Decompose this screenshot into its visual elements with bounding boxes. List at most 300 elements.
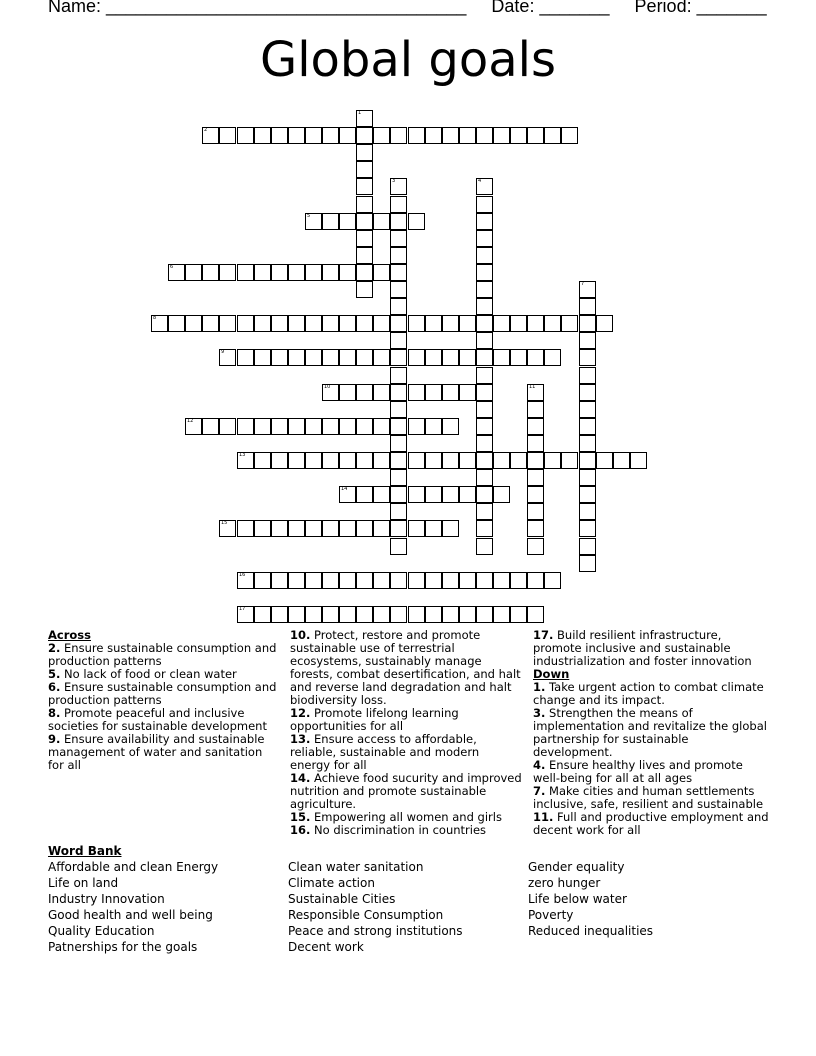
grid-cell[interactable]	[476, 384, 493, 401]
grid-cell[interactable]	[202, 264, 219, 281]
grid-cell[interactable]	[527, 384, 544, 401]
grid-cell[interactable]	[527, 503, 544, 520]
grid-cell[interactable]	[425, 572, 442, 589]
grid-cell[interactable]	[322, 213, 339, 230]
grid-cell[interactable]	[527, 572, 544, 589]
grid-cell[interactable]	[305, 606, 322, 623]
grid-cell[interactable]	[476, 486, 493, 503]
grid-cell[interactable]	[305, 264, 322, 281]
grid-cell[interactable]	[305, 418, 322, 435]
grid-cell[interactable]	[459, 315, 476, 332]
grid-cell[interactable]	[493, 315, 510, 332]
grid-cell[interactable]	[476, 298, 493, 315]
grid-cell[interactable]	[425, 127, 442, 144]
word-bank-item: Sustainable Cities	[288, 892, 396, 906]
grid-cell[interactable]	[271, 606, 288, 623]
grid-cell[interactable]	[288, 606, 305, 623]
grid-cell[interactable]	[476, 418, 493, 435]
grid-cell[interactable]	[544, 572, 561, 589]
grid-cell[interactable]	[237, 452, 254, 469]
grid-cell[interactable]	[339, 213, 356, 230]
clue-down-1: 1. Take urgent action to combat climate change and its impact.	[533, 680, 764, 707]
grid-cell[interactable]	[185, 418, 202, 435]
grid-cell[interactable]	[390, 315, 407, 332]
grid-cell[interactable]	[408, 349, 425, 366]
clue-down-4: 4. Ensure healthy lives and promote well-being for all at all ages	[533, 758, 743, 785]
grid-cell[interactable]	[356, 230, 373, 247]
grid-cell[interactable]	[322, 384, 339, 401]
grid-cell[interactable]	[425, 520, 442, 537]
date-field[interactable]: Date: _______	[491, 0, 610, 16]
clue-across-9: 9. Ensure availability and sustainable management of water and sanitation for all	[48, 732, 265, 772]
period-field[interactable]: Period: _______	[634, 0, 767, 16]
grid-cell[interactable]	[527, 538, 544, 555]
word-bank-item: Peace and strong institutions	[288, 924, 463, 938]
grid-cell[interactable]	[356, 178, 373, 195]
grid-cell[interactable]	[442, 486, 459, 503]
grid-cell[interactable]	[288, 264, 305, 281]
clue-across-5: 5. No lack of food or clean water	[48, 667, 237, 681]
grid-cell[interactable]	[237, 520, 254, 537]
grid-cell[interactable]	[373, 606, 390, 623]
grid-cell[interactable]	[544, 315, 561, 332]
grid-cell[interactable]	[356, 161, 373, 178]
grid-cell[interactable]	[390, 196, 407, 213]
clue-down-7: 7. Make cities and human settlements inclusive, safe, resilient and sustainable	[533, 784, 764, 811]
grid-cell[interactable]	[579, 418, 596, 435]
clue-number: 14	[341, 486, 348, 492]
grid-cell[interactable]	[561, 315, 578, 332]
grid-cell[interactable]	[493, 452, 510, 469]
grid-cell[interactable]	[168, 264, 185, 281]
grid-cell[interactable]	[442, 572, 459, 589]
grid-cell[interactable]	[476, 213, 493, 230]
grid-cell[interactable]	[305, 520, 322, 537]
clue-number: 10	[324, 384, 331, 390]
grid-cell[interactable]	[356, 213, 373, 230]
grid-cell[interactable]	[322, 520, 339, 537]
grid-cell[interactable]	[476, 435, 493, 452]
word-bank-item: Climate action	[288, 876, 375, 890]
grid-cell[interactable]	[356, 144, 373, 161]
grid-cell[interactable]	[373, 213, 390, 230]
grid-cell[interactable]	[237, 127, 254, 144]
grid-cell[interactable]	[527, 349, 544, 366]
word-bank-item: Reduced inequalities	[528, 924, 654, 938]
grid-cell[interactable]	[579, 281, 596, 298]
grid-cell[interactable]	[322, 452, 339, 469]
grid-cell[interactable]	[442, 418, 459, 435]
grid-cell[interactable]	[305, 127, 322, 144]
grid-cell[interactable]	[390, 452, 407, 469]
grid-cell[interactable]	[254, 572, 271, 589]
clue-across-2: 2. Ensure sustainable consumption and production patterns	[48, 641, 277, 668]
grid-cell[interactable]	[390, 520, 407, 537]
down-heading: Down	[533, 667, 570, 681]
word-bank-item: Decent work	[288, 940, 364, 954]
grid-cell[interactable]	[237, 264, 254, 281]
grid-cell[interactable]	[339, 520, 356, 537]
grid-cell[interactable]	[442, 520, 459, 537]
word-bank-item: Gender equality	[528, 860, 625, 874]
grid-cell[interactable]	[373, 315, 390, 332]
grid-cell[interactable]	[390, 298, 407, 315]
grid-cell[interactable]	[305, 452, 322, 469]
grid-cell[interactable]	[459, 384, 476, 401]
grid-cell[interactable]	[579, 469, 596, 486]
grid-cell[interactable]	[339, 452, 356, 469]
grid-cell[interactable]	[510, 349, 527, 366]
grid-cell[interactable]	[493, 486, 510, 503]
grid-cell[interactable]	[476, 520, 493, 537]
grid-cell[interactable]	[288, 315, 305, 332]
grid-cell[interactable]	[339, 418, 356, 435]
grid-cell[interactable]	[390, 384, 407, 401]
grid-cell[interactable]	[390, 572, 407, 589]
grid-cell[interactable]	[356, 349, 373, 366]
grid-cell[interactable]	[408, 418, 425, 435]
grid-cell[interactable]	[271, 418, 288, 435]
grid-cell[interactable]	[613, 452, 630, 469]
grid-cell[interactable]	[237, 418, 254, 435]
grid-cell[interactable]	[579, 367, 596, 384]
grid-cell[interactable]	[476, 349, 493, 366]
grid-cell[interactable]	[339, 606, 356, 623]
grid-cell[interactable]	[356, 384, 373, 401]
clue-number: 2	[204, 127, 208, 133]
grid-cell[interactable]	[527, 127, 544, 144]
grid-cell[interactable]	[476, 230, 493, 247]
grid-cell[interactable]	[237, 315, 254, 332]
clue-number: 11	[529, 384, 536, 390]
grid-cell[interactable]	[579, 384, 596, 401]
grid-cell[interactable]	[390, 213, 407, 230]
grid-cell[interactable]	[339, 486, 356, 503]
grid-cell[interactable]	[596, 452, 613, 469]
grid-cell[interactable]	[356, 247, 373, 264]
grid-cell[interactable]	[459, 606, 476, 623]
grid-cell[interactable]	[271, 315, 288, 332]
word-bank-item: Life on land	[48, 876, 119, 890]
grid-cell[interactable]	[356, 196, 373, 213]
grid-cell[interactable]	[390, 264, 407, 281]
grid-cell[interactable]	[356, 486, 373, 503]
grid-cell[interactable]	[390, 418, 407, 435]
grid-cell[interactable]	[527, 520, 544, 537]
grid-cell[interactable]	[390, 538, 407, 555]
grid-cell[interactable]	[476, 572, 493, 589]
grid-cell[interactable]	[425, 349, 442, 366]
grid-cell[interactable]	[408, 452, 425, 469]
grid-cell[interactable]	[322, 606, 339, 623]
grid-cell[interactable]	[579, 452, 596, 469]
grid-cell[interactable]	[202, 418, 219, 435]
grid-cell[interactable]	[219, 264, 236, 281]
grid-cell[interactable]	[579, 538, 596, 555]
grid-cell[interactable]	[442, 315, 459, 332]
grid-cell[interactable]	[356, 452, 373, 469]
grid-cell[interactable]	[442, 127, 459, 144]
grid-cell[interactable]	[254, 606, 271, 623]
grid-cell[interactable]	[305, 572, 322, 589]
grid-cell[interactable]	[356, 110, 373, 127]
grid-cell[interactable]	[185, 315, 202, 332]
word-bank-col-2	[288, 859, 463, 955]
grid-cell[interactable]	[185, 264, 202, 281]
grid-cell[interactable]	[579, 332, 596, 349]
grid-cell[interactable]	[219, 349, 236, 366]
grid-cell[interactable]	[339, 349, 356, 366]
grid-cell[interactable]	[356, 281, 373, 298]
grid-cell[interactable]	[544, 452, 561, 469]
grid-cell[interactable]	[356, 315, 373, 332]
clue-number: 17	[239, 606, 246, 612]
clue-across-17: 17. Build resilient infrastructure, promote inclusive and sustainable industrialization and foster innovation	[533, 628, 752, 668]
grid-cell[interactable]	[390, 469, 407, 486]
grid-cell[interactable]	[442, 606, 459, 623]
grid-cell[interactable]	[459, 452, 476, 469]
grid-cell[interactable]	[630, 452, 647, 469]
clue-number: 9	[221, 349, 225, 355]
grid-cell[interactable]	[373, 418, 390, 435]
grid-cell[interactable]	[219, 315, 236, 332]
grid-cell[interactable]	[408, 486, 425, 503]
grid-cell[interactable]	[459, 572, 476, 589]
grid-cell[interactable]	[322, 127, 339, 144]
grid-cell[interactable]	[168, 315, 185, 332]
grid-cell[interactable]	[408, 213, 425, 230]
grid-cell[interactable]	[459, 127, 476, 144]
grid-cell[interactable]	[390, 230, 407, 247]
grid-cell[interactable]	[442, 384, 459, 401]
grid-cell[interactable]	[390, 332, 407, 349]
grid-cell[interactable]	[305, 349, 322, 366]
word-bank-heading: Word Bank	[48, 844, 122, 858]
grid-cell[interactable]	[527, 315, 544, 332]
grid-cell[interactable]	[356, 418, 373, 435]
clue-number: 1	[358, 110, 362, 116]
grid-cell[interactable]	[425, 606, 442, 623]
clue-number: 5	[307, 213, 311, 219]
grid-cell[interactable]	[322, 349, 339, 366]
grid-cell[interactable]	[151, 315, 168, 332]
grid-cell[interactable]	[408, 606, 425, 623]
word-bank-item: Life below water	[528, 892, 627, 906]
grid-cell[interactable]	[288, 572, 305, 589]
grid-cell[interactable]	[322, 264, 339, 281]
grid-cell[interactable]	[288, 452, 305, 469]
grid-cell[interactable]	[425, 384, 442, 401]
grid-cell[interactable]	[271, 572, 288, 589]
grid-cell[interactable]	[254, 264, 271, 281]
grid-cell[interactable]	[476, 281, 493, 298]
grid-cell[interactable]	[390, 606, 407, 623]
clue-number: 6	[170, 264, 174, 270]
grid-cell[interactable]	[579, 503, 596, 520]
grid-cell[interactable]	[493, 127, 510, 144]
grid-cell[interactable]	[202, 127, 219, 144]
grid-cell[interactable]	[527, 401, 544, 418]
grid-cell[interactable]	[425, 315, 442, 332]
grid-cell[interactable]	[425, 452, 442, 469]
grid-cell[interactable]	[493, 606, 510, 623]
grid-cell[interactable]	[476, 401, 493, 418]
across-heading: Across	[48, 628, 91, 642]
grid-cell[interactable]	[390, 349, 407, 366]
grid-cell[interactable]	[288, 418, 305, 435]
grid-cell[interactable]	[476, 264, 493, 281]
grid-cell[interactable]	[254, 418, 271, 435]
grid-cell[interactable]	[356, 264, 373, 281]
grid-cell[interactable]	[390, 281, 407, 298]
grid-cell[interactable]	[561, 452, 578, 469]
grid-cell[interactable]	[305, 213, 322, 230]
grid-cell[interactable]	[356, 606, 373, 623]
grid-cell[interactable]	[527, 452, 544, 469]
grid-cell[interactable]	[339, 127, 356, 144]
grid-cell[interactable]	[476, 452, 493, 469]
grid-cell[interactable]	[390, 503, 407, 520]
grid-cell[interactable]	[544, 349, 561, 366]
grid-cell[interactable]	[527, 469, 544, 486]
clue-number: 7	[581, 281, 585, 287]
grid-cell[interactable]	[390, 367, 407, 384]
grid-cell[interactable]	[390, 178, 407, 195]
clue-down-11: 11. Full and productive employment and decent work for all	[533, 810, 769, 837]
grid-cell[interactable]	[390, 486, 407, 503]
grid-cell[interactable]	[305, 315, 322, 332]
grid-cell[interactable]	[544, 127, 561, 144]
grid-cell[interactable]	[271, 452, 288, 469]
grid-cell[interactable]	[356, 127, 373, 144]
grid-cell[interactable]	[390, 247, 407, 264]
grid-cell[interactable]	[271, 127, 288, 144]
word-bank-col-1	[48, 843, 218, 955]
grid-cell[interactable]	[527, 606, 544, 623]
grid-cell[interactable]	[510, 127, 527, 144]
grid-cell[interactable]	[493, 349, 510, 366]
grid-cell[interactable]	[254, 452, 271, 469]
grid-cell[interactable]	[476, 247, 493, 264]
grid-cell[interactable]	[476, 606, 493, 623]
grid-cell[interactable]	[373, 486, 390, 503]
grid-cell[interactable]	[390, 401, 407, 418]
grid-cell[interactable]	[219, 520, 236, 537]
grid-cell[interactable]	[579, 555, 596, 572]
word-bank-item: Affordable and clean Energy	[48, 860, 219, 874]
grid-cell[interactable]	[425, 486, 442, 503]
grid-cell[interactable]	[373, 452, 390, 469]
grid-cell[interactable]	[493, 572, 510, 589]
grid-cell[interactable]	[579, 486, 596, 503]
grid-cell[interactable]	[579, 349, 596, 366]
grid-cell[interactable]	[237, 606, 254, 623]
grid-cell[interactable]	[510, 315, 527, 332]
grid-cell[interactable]	[408, 520, 425, 537]
grid-cell[interactable]	[476, 469, 493, 486]
grid-cell[interactable]	[202, 315, 219, 332]
grid-cell[interactable]	[527, 486, 544, 503]
grid-cell[interactable]	[596, 315, 613, 332]
grid-cell[interactable]	[271, 264, 288, 281]
grid-cell[interactable]	[254, 315, 271, 332]
grid-cell[interactable]	[442, 452, 459, 469]
grid-cell[interactable]	[459, 349, 476, 366]
grid-cell[interactable]	[408, 127, 425, 144]
grid-cell[interactable]	[561, 127, 578, 144]
grid-cell[interactable]	[271, 349, 288, 366]
grid-cell[interactable]	[442, 349, 459, 366]
grid-cell[interactable]	[476, 127, 493, 144]
grid-cell[interactable]	[459, 486, 476, 503]
grid-cell[interactable]	[219, 418, 236, 435]
grid-cell[interactable]	[476, 196, 493, 213]
grid-cell[interactable]	[373, 384, 390, 401]
grid-cell[interactable]	[527, 418, 544, 435]
grid-cell[interactable]	[510, 452, 527, 469]
grid-cell[interactable]	[579, 520, 596, 537]
clue-across-10: 10. Protect, restore and promote sustainable use of terrestrial ecosystems, sustainably manage forests, combat desertification, and halt and reverse land degradation and halt biodiversity loss.	[290, 628, 521, 707]
grid-cell[interactable]	[527, 435, 544, 452]
grid-cell[interactable]	[219, 127, 236, 144]
grid-cell[interactable]	[390, 435, 407, 452]
grid-cell[interactable]	[510, 572, 527, 589]
grid-cell[interactable]	[425, 418, 442, 435]
grid-cell[interactable]	[579, 315, 596, 332]
grid-cell[interactable]	[373, 520, 390, 537]
grid-cell[interactable]	[339, 572, 356, 589]
grid-cell[interactable]	[579, 298, 596, 315]
grid-cell[interactable]	[237, 349, 254, 366]
grid-cell[interactable]	[339, 384, 356, 401]
grid-cell[interactable]	[579, 401, 596, 418]
clue-across-13: 13. Ensure access to affordable, reliable, sustainable and modern energy for all	[290, 732, 480, 772]
grid-cell[interactable]	[373, 127, 390, 144]
grid-cell[interactable]	[237, 572, 254, 589]
grid-cell[interactable]	[339, 264, 356, 281]
grid-cell[interactable]	[373, 572, 390, 589]
grid-cell[interactable]	[510, 606, 527, 623]
grid-cell[interactable]	[476, 367, 493, 384]
grid-cell[interactable]	[408, 315, 425, 332]
grid-cell[interactable]	[579, 435, 596, 452]
grid-cell[interactable]	[322, 315, 339, 332]
grid-cell[interactable]	[476, 332, 493, 349]
grid-cell[interactable]	[254, 349, 271, 366]
grid-cell[interactable]	[476, 538, 493, 555]
grid-cell[interactable]	[476, 503, 493, 520]
grid-cell[interactable]	[322, 418, 339, 435]
grid-cell[interactable]	[254, 520, 271, 537]
grid-cell[interactable]	[288, 127, 305, 144]
grid-cell[interactable]	[408, 572, 425, 589]
grid-cell[interactable]	[476, 178, 493, 195]
grid-cell[interactable]	[373, 264, 390, 281]
grid-cell[interactable]	[288, 520, 305, 537]
grid-cell[interactable]	[254, 127, 271, 144]
grid-cell[interactable]	[390, 127, 407, 144]
grid-cell[interactable]	[476, 315, 493, 332]
grid-cell[interactable]	[288, 349, 305, 366]
grid-cell[interactable]	[356, 572, 373, 589]
grid-cell[interactable]	[356, 520, 373, 537]
grid-cell[interactable]	[271, 520, 288, 537]
grid-cell[interactable]	[373, 349, 390, 366]
grid-cell[interactable]	[322, 572, 339, 589]
grid-cell[interactable]	[408, 384, 425, 401]
grid-cell[interactable]	[339, 315, 356, 332]
name-field[interactable]: Name: ____________________________________	[48, 0, 467, 16]
